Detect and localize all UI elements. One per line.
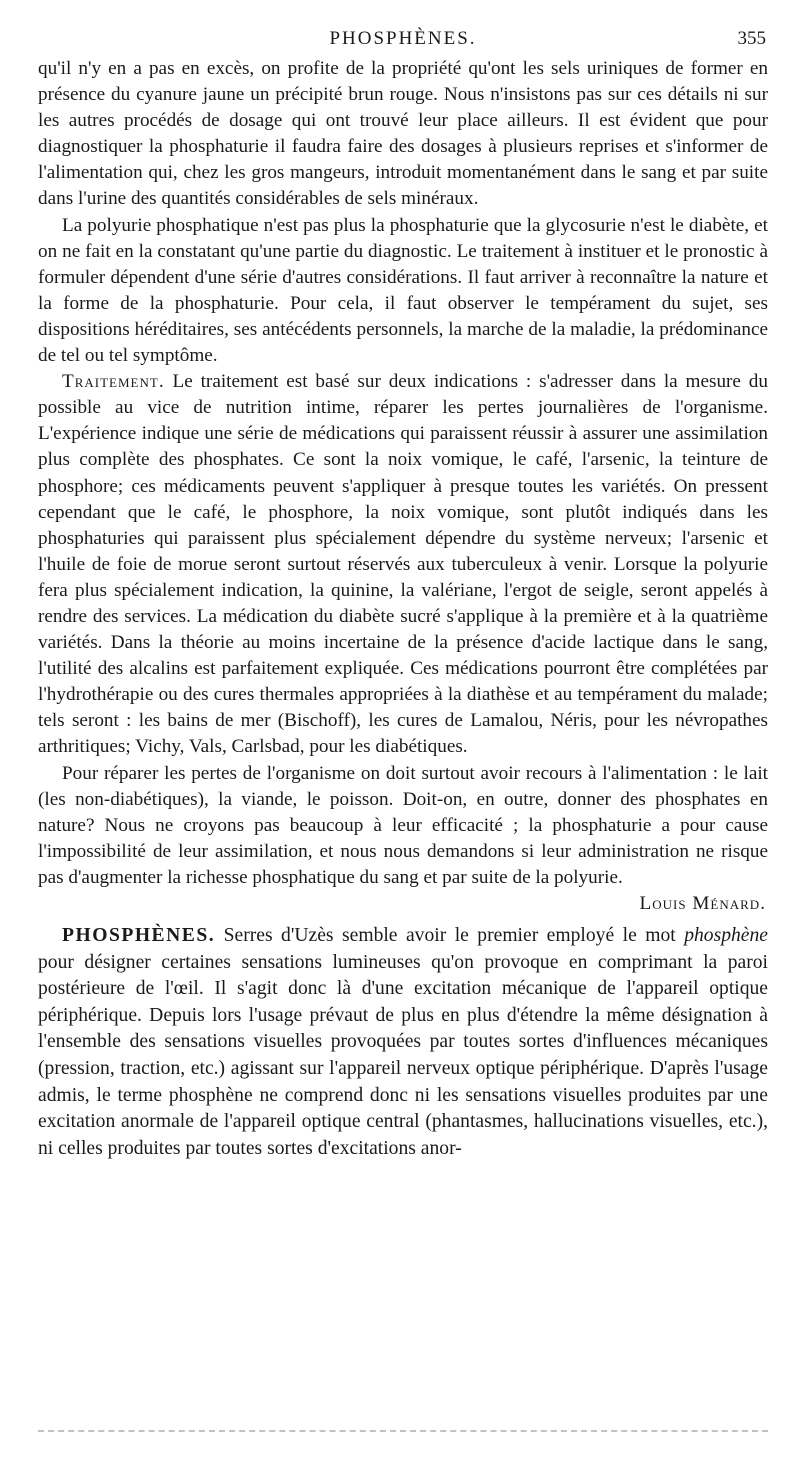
paragraph-polyurie: La polyurie phosphatique n'est pas plus la phosphaturie que la glycosurie n'est le diabète, et on ne fait en la constatant qu'une partie du diagnostic. Le traitement à instituer et le pronostic à formuler dépendent d'une série d'autres considérations. Il faut arriver à reconnaître la nature et la forme de la phosphaturie. Pour cela, il faut observer le tempérament du sujet, ses dispositions héréditaires, ses antécédents personnels, la marche de la maladie, la prédominance de tel ou tel symptôme. — [38, 214, 768, 367]
headword-phosphenes: PHOSPHÈNES. — [62, 925, 216, 946]
paragraph-phosphenes — [38, 923, 768, 1162]
paragraph-traitement — [38, 369, 768, 760]
running-title: PHOSPHÈNES. — [329, 28, 477, 49]
footer-rule — [38, 1430, 768, 1432]
phosphenes-text: pour désigner certaines sensations lumineuses qu'on provoque en comprimant la paroi postérieure de l'œil. Il s'agit donc là d'une excitation mécanique de l'appareil optique périphérique. Depuis lors l'usage prévaut de plus en plus d'étendre la même désignation à l'ensemble des sensations visuelles provoquées par toutes sortes d'influences mécaniques (pression, traction, etc.) agissant sur l'appareil nerveux optique périphérique. D'après l'usage admis, le terme phosphène ne comprend donc ni les sensations visuelles produites par une excitation anormale de l'appareil optique central (phantasmes, hallucinations visuelles, etc.), ni celles produites par toutes sortes d'excitations anor- — [38, 951, 768, 1159]
alimentation-text: Pour réparer les pertes de l'organisme on doit surtout avoir recours à l'alimentation : le lait (les non-diabétiques), la viande, le poisson. Doit-on, en outre, donner des phosphates en nature? Nous ne croyons pas beaucoup à leur efficacité ; la phosphaturie a pour cause l'impossibilité de leur assimilation, et nous nous demandons si leur administration ne risque pas d'augmenter la richesse phosphatique du sang et par suite de la polyurie. — [38, 762, 768, 888]
section-label-traitement: Traitement. — [62, 371, 165, 393]
paragraph-dosage: qu'il n'y en a pas en excès, on profite de la propriété qu'ont les sels uriniques de former en présence du cyanure jaune un précipité brun rouge. Nous n'insistons pas sur ces détails ni sur les autres procédés de dosage qui ont trouvé leur place ailleurs. Il est évident que pour diagnostiquer la phosphaturie il faudra faire des dosages à plusieurs reprises et s'informer de l'alimentation qui, chez les gros mangeurs, introduit momentanément dans le sang et par suite dans l'urine des quantités considérables de sels minéraux. — [38, 58, 768, 210]
phosphenes-intro: Serres d'Uzès semble avoir le premier employé le mot — [223, 925, 676, 946]
author-signature: Louis Ménard. — [639, 893, 766, 914]
page-number: 355 — [737, 28, 766, 49]
running-head — [38, 0, 768, 56]
book-page — [38, 0, 768, 1471]
article-body-phosphenes — [38, 923, 768, 1162]
paragraph-alimentation — [38, 761, 768, 914]
traitement-text: Le traitement est basé sur deux indications : s'adresser dans la mesure du possible au vice de nutrition intime, réparer les pertes journalières de l'organisme. L'expérience indique une série de médications qui paraissent réussir à assurer une assimilation plus complète des phosphates. Ce sont la noix vomique, le café, l'arsenic, la teinture de phosphore; ces médicaments peuvent s'appliquer à presque toutes les variétés. On pressent cependant que le café, le phosphore, la noix vomique, sont plutôt indiqués dans les phosphaturies qui paraissent plus spécialement dépendre du système nerveux; l'arsenic et l'huile de foie de morue seront surtout réservés aux tuberculeux à venir. Lorsque la polyurie fera plus spécialement indication, la quinine, la valériane, l'ergot de seigle, seront appelés à rendre des services. La médication du diabète sucré s'applique à la première et à la quatrième variétés. Dans la théorie au moins incertaine de la présence d'acide lactique dans le sang, l'utilité des alcalins est parfaitement expliquée. Ces médications pourront être complétées par l'hydrothérapie ou des cures thermales appropriées à la diathèse et au tempérament du malade; tels seront : les bains de mer (Bischoff), les cures de Lamalou, Néris, pour les névropathes arthritiques; Vichy, Vals, Carlsbad, pour les diabétiques. — [38, 371, 768, 758]
term-phosphene: phosphène — [684, 925, 768, 946]
article-body-phosphaturie — [38, 56, 768, 914]
